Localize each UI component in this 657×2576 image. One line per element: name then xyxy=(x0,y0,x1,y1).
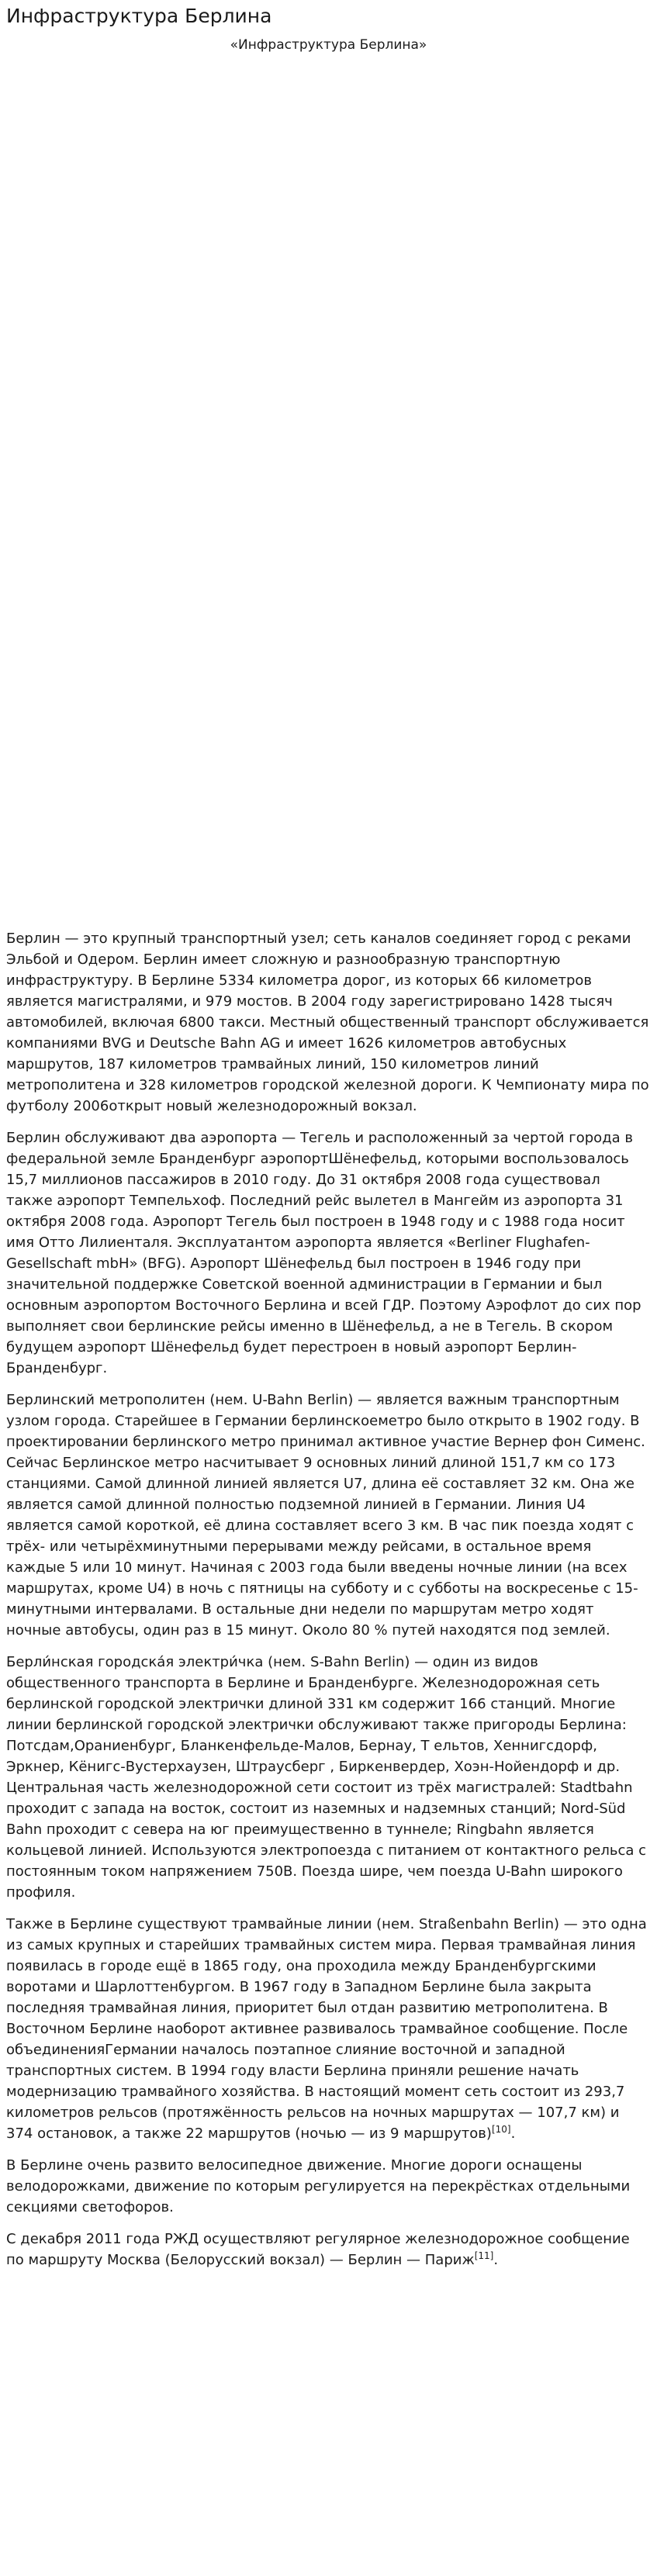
page-title: Инфраструктура Берлина xyxy=(6,5,272,27)
paragraph-airports xyxy=(6,1127,650,1379)
footnote-ref[interactable]: [11] xyxy=(474,2250,494,2261)
paragraph-text: Берлин — это крупный транспортный узел; сеть каналов соединяет город с реками Эльбой и Одером. Берлин имеет сложную и разнообразную транспортную инфраструктуру. В Берлине 5334 километра дорог, из которых 66 километров является магистралями, и 979 мостов. В 2004 году зарегистрировано 1428 тысяч автомобилей, включая 6800 такси. Местный общественный транспорт обслуживается компаниями BVG и Deutsche Bahn AG и имеет 1626 километров автобусных маршрутов, 187 километров трамвайных линий, 150 километров линий метрополитена и 328 километров городской железной дороги. К Чемпионату мира по футболу 2006открыт новый железнодорожный вокзал. xyxy=(6,931,649,1114)
paragraph-metro xyxy=(6,1390,650,1641)
paragraph-text: Берлин обслуживают два аэропорта — Тегель и расположенный за чертой города в федеральной земле Бранденбург аэропортШёнефельд, которыми воспользовалось 15,7 миллионов пассажиров в 2010 году. До 31 октября 2008 года существовал также аэропорт Темпельхоф. Последний рейс вылетел в Мангейм из аэропорта 31 октября 2008 года. Аэропорт Тегель был построен в 1948 году и с 1988 года носит имя Отто Лилиенталя. Эксплуатантом аэропорта является «Berliner Flughafen-Gesellschaft mbH» (BFG). Аэропорт Шёнефельд был построен в 1946 году при значительной поддержке Советской военной администрации в Германии и был основным аэропортом Восточного Берлина и всей ГДР. Поэтому Аэрофлот до сих пор выполняет свои берлинские рейсы именно в Шёнефельд, а не в Тегель. В скором будущем аэропорт Шёнефельд будет перестроен в новый аэропорт Берлин-Бранденбург. xyxy=(6,1130,641,1376)
paragraph-bicycle xyxy=(6,2155,650,2218)
article-body xyxy=(6,928,650,2281)
paragraph-text: Берлинский метрополитен (нем. U-Bahn Berlin) — является важным транспортным узлом города. Старейшее в Германии берлинскоеметро было открыто в 1902 году. В проектировании берлинского метро принимал активное участие Вернер фон Сименс. Сейчас Берлинское метро насчитывает 9 основных линий длиной 151,7 км со 173 станциями. Самой длинной линией является U7, длина её составляет 32 км. Она же является самой длинной полностью подземной линией в Германии. Линия U4 является самой короткой, её длина составляет всего 3 км. В час пик поезда ходят с трёх- или четырёхминутными перерывами между рейсами, в остальное время каждые 5 или 10 минут. Начиная с 2003 года были введены ночные линии (на всех маршрутах, кроме U4) в ночь с пятницы на субботу и с субботы на воскресенье с 15-минутными интервалами. В остальные дни недели по маршрутам метро ходят ночные автобусы, один раз в 15 минут. Около 80 % путей находятся под землей. xyxy=(6,1392,645,1638)
paragraph-tail: . xyxy=(493,2252,499,2268)
paragraph-text: В Берлине очень развито велосипедное движение. Многие дороги оснащены велодорожками, движение по которым регулируется на перекрёстках отдельными секциями светофоров. xyxy=(6,2157,631,2215)
paragraph-text: Берли́нская городска́я электри́чка (нем. S-Bahn Berlin) — один из видов общественного транспорта в Берлине и Бранденбурге. Железнодорожная сеть берлинской городской электрички длиной 331 км содержит 166 станций. Многие линии берлинской городской электрички обслуживают также пригороды Берлина: Потсдам,Ораниенбург, Бланкенфельде-Малов, Бернау, Т ельтов, Хеннигсдорф, Эркнер, Кёнигс-Вустерхаузен, Штраусберг , Биркенвердер, Хоэн-Нойендорф и др. Центральная часть железнодорожной сети состоит из трёх магистралей: Stadtbahn проходит с запада на восток, состоит из наземных и надземных станций; Nord-Süd Bahn проходит с севера на юг преимущественно в туннеле; Ringbahn является кольцевой линией. Используются электропоезда с питанием от контактного рельса с постоянным током напряжением 750В. Поезда шире, чем поезда U-Bahn широкого профиля. xyxy=(6,1654,647,1901)
footnote-ref[interactable]: [10] xyxy=(491,2124,511,2135)
paragraph-text: С декабря 2011 года РЖД осуществляют регулярное железнодорожное сообщение по маршруту Москва (Белорусский вокзал) — Берлин — Париж xyxy=(6,2231,630,2268)
paragraph-tram xyxy=(6,1914,650,2144)
paragraph-s-bahn xyxy=(6,1652,650,1903)
paragraph-text: Также в Берлине существуют трамвайные линии (нем. Straßenbahn Berlin) — это одна из самых крупных и старейших трамвайных систем мира. Первая трамвайная линия появилась в городе ещё в 1865 году, она проходила между Бранденбургскими воротами и Шарлоттенбургом. В 1967 году в Западном Берлине была закрыта последняя трамвайная линия, приоритет был отдан развитию метрополитена. В Восточном Берлине наоборот активнее развивалось трамвайное сообщение. После объединенияГермании началось поэтапное слияние восточной и западной транспортных систем. В 1994 году власти Берлина приняли решение начать модернизацию трамвайного хозяйства. В настоящий момент сеть состоит из 293,7 километров рельсов (протяжённость рельсов на ночных маршрутах — 107,7 км) и 374 остановок, а также 22 маршрутов (ночью — из 9 маршрутов) xyxy=(6,1916,647,2142)
figure-caption: «Инфраструктура Берлина» xyxy=(230,37,427,53)
figure-area xyxy=(0,60,657,921)
paragraph-rail xyxy=(6,2229,650,2270)
paragraph-transport-hub xyxy=(6,928,650,1117)
paragraph-tail: . xyxy=(510,2125,516,2142)
